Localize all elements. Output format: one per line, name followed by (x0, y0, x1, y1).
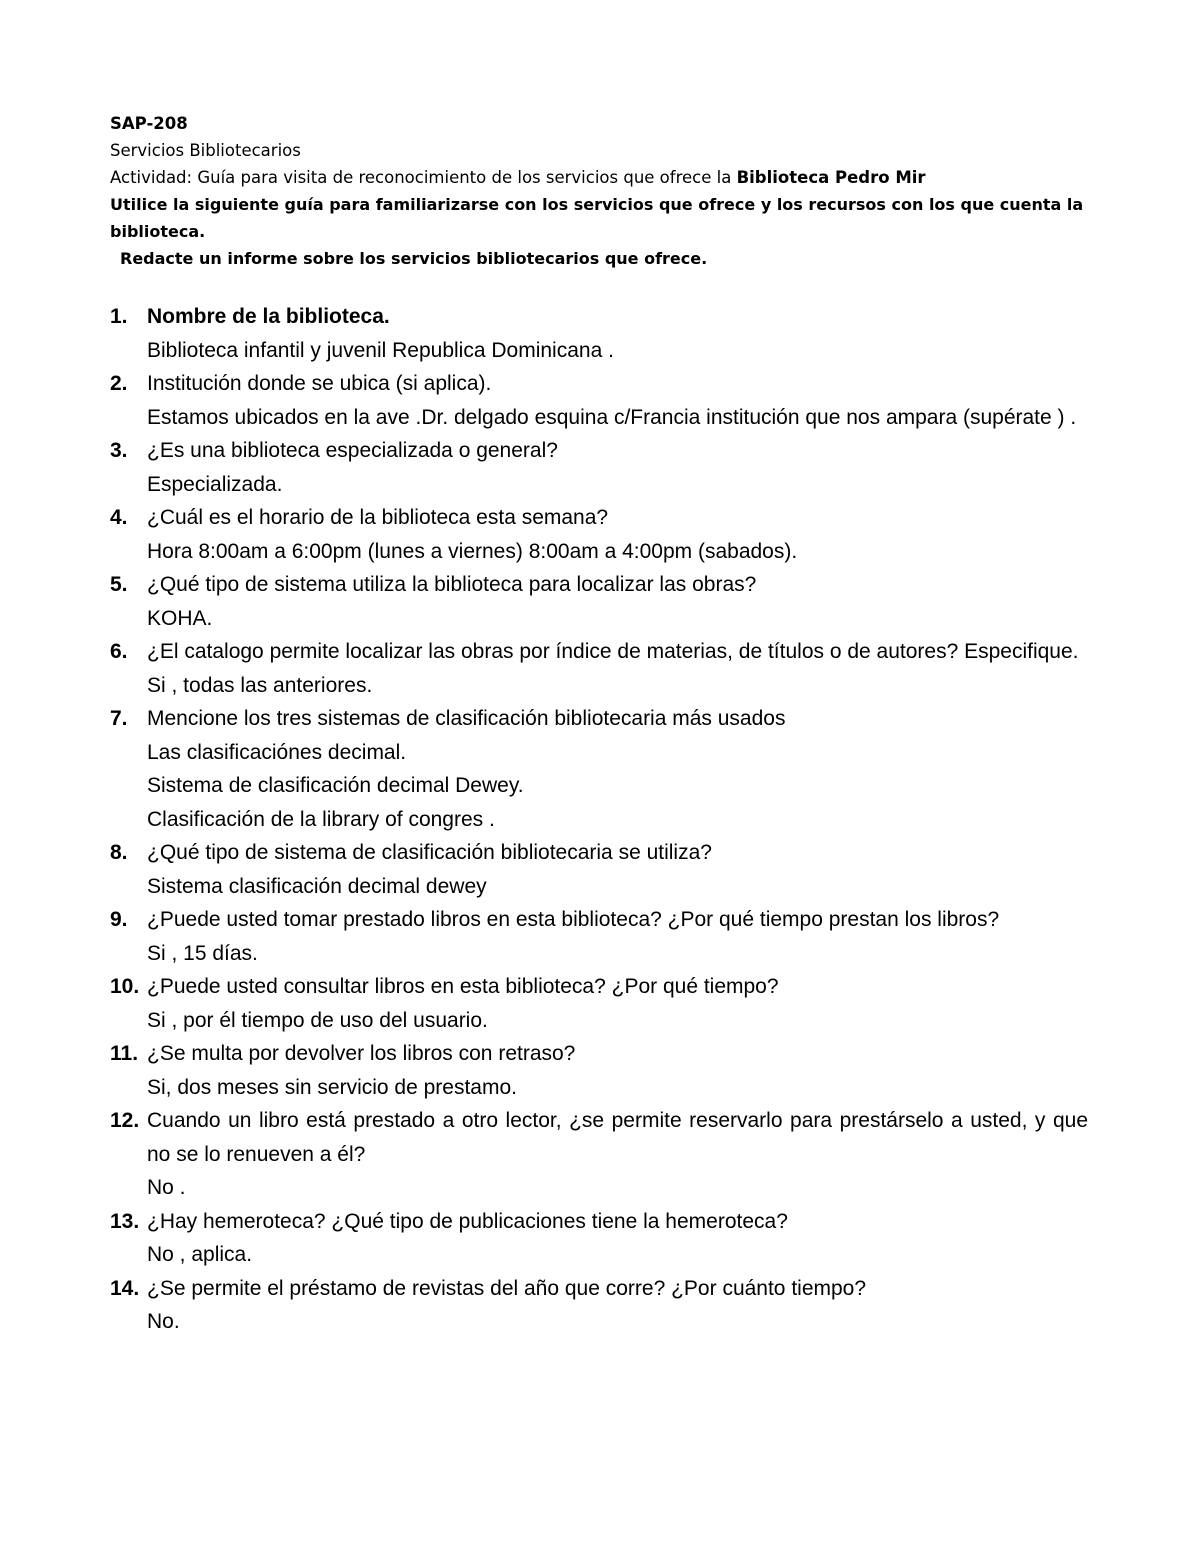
answer-text: Si , todas las anteriores. (147, 673, 373, 697)
question-item (110, 702, 1088, 836)
question-text: ¿Se multa por devolver los libros con retraso? (147, 1042, 576, 1065)
document-header (110, 110, 1090, 272)
answer-text: KOHA. (147, 606, 213, 630)
question-number: 10. (110, 975, 140, 998)
question-item (110, 568, 1088, 635)
course-subject: Servicios Bibliotecarios (110, 141, 301, 160)
question-number: 1. (110, 305, 128, 328)
question-item (110, 1104, 1088, 1205)
answer-text: No. (147, 1310, 180, 1333)
question-number: 6. (110, 640, 128, 663)
question-number: 11. (110, 1042, 139, 1065)
question-text: Institución donde se ubica (si aplica). (147, 372, 492, 395)
question-item (110, 501, 1088, 568)
question-number: 7. (110, 707, 128, 730)
answer-text: Sistema de clasificación decimal Dewey. (147, 774, 524, 797)
question-number: 4. (110, 506, 128, 529)
question-text: ¿Hay hemeroteca? ¿Qué tipo de publicaciones tiene la hemeroteca? (147, 1209, 788, 1233)
question-number: 9. (110, 908, 128, 931)
question-text: ¿Qué tipo de sistema de clasificación bibliotecaria se utiliza? (147, 841, 712, 864)
question-text: Cuando un libro está prestado a otro lector, ¿se permite reservarlo para prestárselo a usted, y que no se lo renueven a él? (147, 1109, 1088, 1166)
question-number: 13. (110, 1209, 140, 1233)
answer-text: Estamos ubicados en la ave .Dr. delgado esquina c/Francia institución que nos ampara (supérate ) . (147, 405, 1077, 429)
question-number: 5. (110, 573, 128, 596)
answer-text: Las clasificaciónes decimal. (147, 740, 407, 764)
answer-text: No , aplica. (147, 1243, 253, 1266)
question-item (110, 836, 1088, 903)
question-text: ¿Qué tipo de sistema utiliza la biblioteca para localizar las obras? (147, 573, 757, 596)
answer-text: Especializada. (147, 472, 283, 496)
question-text: ¿Cuál es el horario de la biblioteca esta semana? (147, 506, 609, 529)
task-text: Redacte un informe sobre los servicios bibliotecarios que ofrece. (120, 249, 708, 268)
question-number: 2. (110, 372, 128, 395)
answer-text: Hora 8:00am a 6:00pm (lunes a viernes) 8:00am a 4:00pm (sabados). (147, 539, 798, 563)
answer-text: Biblioteca infantil y juvenil Republica Dominicana . (147, 338, 614, 362)
question-item (110, 903, 1088, 970)
answer-text: No . (147, 1176, 186, 1199)
question-item (110, 1205, 1088, 1272)
question-item (110, 970, 1088, 1037)
activity-text: Actividad: Guía para visita de reconocimiento de los servicios que ofrece la (110, 168, 737, 187)
question-text: ¿Se permite el préstamo de revistas del año que corre? ¿Por cuánto tiempo? (147, 1276, 867, 1300)
answer-text: Clasificación de la library of congres . (147, 807, 495, 831)
question-text: ¿Puede usted consultar libros en esta biblioteca? ¿Por qué tiempo? (147, 975, 779, 998)
answer-text: Si , 15 días. (147, 941, 258, 965)
answer-text: Si , por él tiempo de uso del usuario. (147, 1008, 488, 1032)
question-item (110, 300, 1088, 367)
question-text: Nombre de la biblioteca. (147, 305, 390, 328)
question-item (110, 635, 1088, 702)
question-list (110, 300, 1088, 1339)
question-item (110, 367, 1088, 434)
question-item (110, 434, 1088, 501)
instruction-text: Utilice la siguiente guía para familiarizarse con los servicios que ofrece y los recursos con los que cuenta la biblioteca. (110, 195, 1084, 241)
question-text: ¿Puede usted tomar prestado libros en esta biblioteca? ¿Por qué tiempo prestan los libros? (147, 908, 1000, 931)
activity-line (110, 164, 1090, 191)
question-number: 3. (110, 439, 128, 462)
question-text: Mencione los tres sistemas de clasificación bibliotecaria más usados (147, 707, 786, 730)
question-text: ¿El catalogo permite localizar las obras por índice de materias, de títulos o de autores? Especifique. (147, 640, 1079, 663)
question-number: 14. (110, 1276, 140, 1300)
question-number: 8. (110, 841, 128, 864)
question-number: 12. (110, 1109, 140, 1132)
answer-text: Sistema clasificación decimal dewey (147, 874, 487, 898)
answer-text: Si, dos meses sin servicio de prestamo. (147, 1075, 517, 1099)
library-name: Biblioteca Pedro Mir (736, 168, 926, 187)
question-text: ¿Es una biblioteca especializada o general? (147, 439, 558, 462)
course-code: SAP-208 (110, 114, 188, 133)
question-item (110, 1272, 1088, 1339)
question-item (110, 1037, 1088, 1104)
